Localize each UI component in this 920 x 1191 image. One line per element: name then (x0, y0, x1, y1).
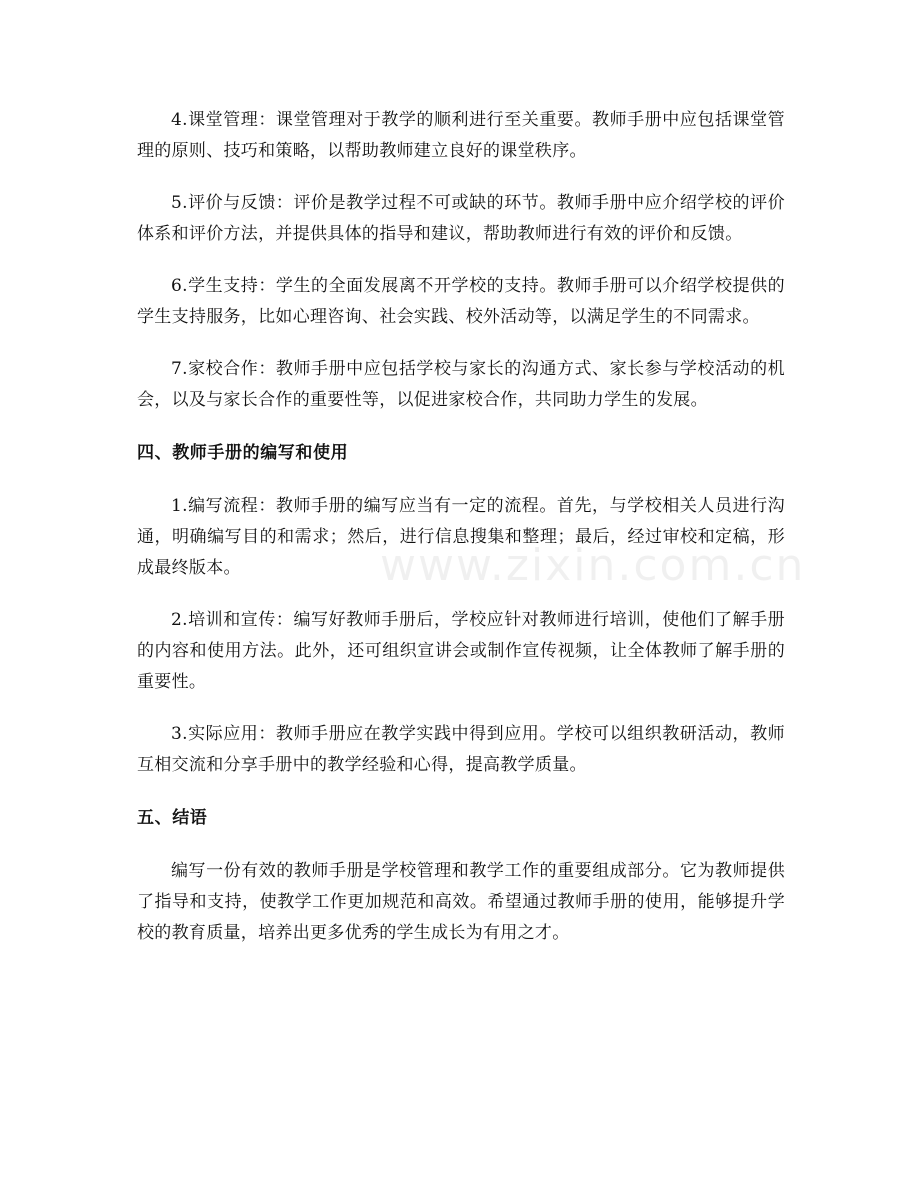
section-heading-conclusion: 五、结语 (137, 808, 208, 828)
document-body (137, 105, 806, 949)
paragraph-practical-application: 3.实际应用：教师手册应在教学实践中得到应用。学校可以组织教研活动，教师互相交流和分享手册中的教学经验和心得，提高教学质量。 (137, 724, 785, 775)
watermark: www.zixin.com.cn (380, 540, 806, 591)
paragraph-student-support: 6.学生支持：学生的全面发展离不开学校的支持。教师手册可以介绍学校提供的学生支持服务，比如心理咨询、社会实践、校外活动等，以满足学生的不同需求。 (137, 276, 785, 327)
paragraph-conclusion: 编写一份有效的教师手册是学校管理和教学工作的重要组成部分。它为教师提供了指导和支持，使教学工作更加规范和高效。希望通过教师手册的使用，能够提升学校的教育质量，培养出更多优秀的学生成长为有用之才。 (137, 861, 785, 943)
paragraph-writing-process: 1.编写流程：教师手册的编写应当有一定的流程。首先，与学校相关人员进行沟通，明确编写目的和需求；然后，进行信息搜集和整理；最后，经过审校和定稿，形成最终版本。 (137, 496, 785, 578)
paragraph-classroom-management: 4.课堂管理：课堂管理对于教学的顺利进行至关重要。教师手册中应包括课堂管理的原则、技巧和策略，以帮助教师建立良好的课堂秩序。 (137, 110, 785, 161)
paragraph-evaluation-feedback: 5.评价与反馈：评价是教学过程不可或缺的环节。教师手册中应介绍学校的评价体系和评价方法，并提供具体的指导和建议，帮助教师进行有效的评价和反馈。 (137, 193, 785, 244)
section-heading-writing-and-use: 四、教师手册的编写和使用 (137, 443, 349, 463)
paragraph-training-promotion: 2.培训和宣传：编写好教师手册后，学校应针对教师进行培训，使他们了解手册的内容和使用方法。此外，还可组织宣讲会或制作宣传视频，让全体教师了解手册的重要性。 (137, 610, 785, 692)
paragraph-home-school-cooperation: 7.家校合作：教师手册中应包括学校与家长的沟通方式、家长参与学校活动的机会，以及与家长合作的重要性等，以促进家校合作，共同助力学生的发展。 (137, 359, 785, 410)
